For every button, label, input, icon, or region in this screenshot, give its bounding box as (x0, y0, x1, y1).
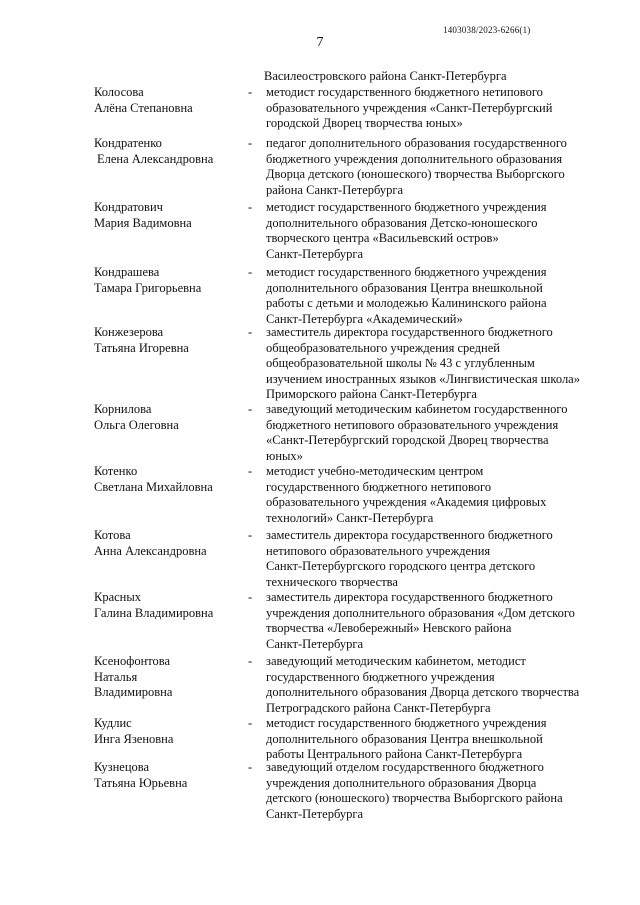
position-description-line: общеобразовательной школы № 43 с углубленным (266, 356, 535, 371)
person-name-line: Татьяна Игоревна (94, 340, 189, 355)
position-description (266, 265, 606, 327)
separator-dash: - (248, 528, 253, 542)
position-description-line: методист учебно-методическим центром (266, 464, 484, 478)
separator-dash: - (248, 402, 253, 416)
position-description-line: технологий» Санкт-Петербурга (266, 510, 434, 525)
page-number: 7 (316, 35, 324, 50)
position-description-line: дополнительного образования Дворца детского творчества (266, 685, 580, 700)
position-description-line: Приморского района Санкт-Петербурга (266, 387, 477, 402)
person-name-line: Алёна Степановна (94, 100, 193, 115)
position-description (266, 654, 606, 716)
position-description-line: заместитель директора государственного бюджетного (266, 528, 553, 542)
position-description-line: учреждения дополнительного образования Дворца (266, 775, 537, 790)
position-description-line: городской Дворец творчества юных» (266, 116, 463, 131)
position-description (266, 716, 606, 763)
position-description-line: Санкт-Петербурга (266, 806, 364, 821)
separator-dash: - (248, 464, 253, 478)
person-name-line: Владимировна (94, 685, 173, 700)
position-description-line: «Санкт-Петербургский городской Дворец творчества (266, 433, 549, 448)
position-description-line: бюджетного учреждения дополнительного образования (266, 151, 563, 166)
person-name (94, 654, 234, 701)
separator-dash: - (248, 716, 253, 730)
position-description-line: творчества «Левобережный» Невского района (266, 621, 512, 636)
person-name-line: Кудлис (94, 716, 132, 730)
position-description-line: творческого центра «Васильевский остров» (266, 231, 499, 246)
position-description (266, 402, 606, 464)
position-description-line: заведующий отделом государственного бюджетного (266, 760, 544, 774)
person-name-line: Колосова (94, 85, 144, 99)
position-description-line: детского (юношеского) творчества Выборгского района (266, 791, 563, 806)
person-name-line: Татьяна Юрьевна (94, 775, 188, 790)
position-description-line: методист государственного бюджетного учреждения (266, 200, 547, 214)
position-description-line: нетипового образовательного учреждения (266, 543, 491, 558)
continuation-line: Василеостровского района Санкт-Петербурга (264, 69, 507, 83)
person-name-line: Кузнецова (94, 760, 150, 774)
position-description (266, 200, 606, 262)
separator-dash: - (248, 265, 253, 279)
position-description-line: дополнительного образования Центра внешкольной (266, 731, 543, 746)
position-description-line: технического творчества (266, 574, 398, 589)
person-name-line: Ольга Олеговна (94, 417, 179, 432)
position-description-line: бюджетного нетипового образовательного учреждения (266, 417, 559, 432)
position-description (266, 85, 606, 132)
position-description-line: юных» (266, 448, 303, 463)
person-name (94, 464, 234, 495)
person-name (94, 136, 234, 167)
person-name-line: Тамара Григорьевна (94, 280, 202, 295)
position-description-line: заведующий методическим кабинетом государственного (266, 402, 568, 416)
position-description-line: Санкт-Петербурга (266, 636, 364, 651)
person-name-line: Галина Владимировна (94, 605, 214, 620)
separator-dash: - (248, 136, 253, 150)
person-name-line: Ксенофонтова (94, 654, 171, 668)
separator-dash: - (248, 325, 253, 339)
position-description-line: заместитель директора государственного бюджетного (266, 325, 553, 339)
position-description (266, 590, 606, 652)
person-name-line: Котенко (94, 464, 138, 478)
person-name (94, 265, 234, 296)
separator-dash: - (248, 200, 253, 214)
position-description-line: учреждения дополнительного образования «Дом детского (266, 605, 575, 620)
person-name (94, 760, 234, 791)
position-description-line: заместитель директора государственного бюджетного (266, 590, 553, 604)
position-description-line: методист государственного бюджетного учреждения (266, 265, 547, 279)
separator-dash: - (248, 654, 253, 668)
position-description-line: методист государственного бюджетного учреждения (266, 716, 547, 730)
person-name (94, 528, 234, 559)
person-name-line: Наталья (94, 669, 138, 684)
document-id: 1403038/2023-6266(1) (443, 25, 531, 35)
position-description (266, 760, 606, 822)
position-description-line: методист государственного бюджетного нетипового (266, 85, 543, 99)
position-description (266, 528, 606, 590)
position-description-line: заведующий методическим кабинетом, методист (266, 654, 526, 668)
position-description-line: Санкт-Петербургского городского центра детского (266, 559, 536, 574)
position-description-line: образовательного учреждения «Академия цифровых (266, 495, 547, 510)
person-name-line: Анна Александровна (94, 543, 207, 558)
separator-dash: - (248, 590, 253, 604)
person-name-line: Кондрашева (94, 265, 160, 279)
position-description-line: дополнительного образования Детско-юношеского (266, 215, 538, 230)
position-description-line: работы Центрального района Санкт-Петербурга (266, 747, 523, 762)
separator-dash: - (248, 760, 253, 774)
position-description-line: общеобразовательного учреждения средней (266, 340, 500, 355)
position-description (266, 136, 606, 198)
person-name (94, 325, 234, 356)
person-name (94, 590, 234, 621)
person-name-line: Светлана Михайловна (94, 479, 213, 494)
position-description-line: района Санкт-Петербурга (266, 182, 404, 197)
person-name-line: Елена Александровна (97, 151, 214, 166)
person-name (94, 402, 234, 433)
person-name-line: Красных (94, 590, 142, 604)
position-description-line: государственного бюджетного учреждения (266, 669, 495, 684)
person-name-line: Инга Язеновна (94, 731, 174, 746)
position-description-line: государственного бюджетного нетипового (266, 479, 492, 494)
position-description-line: дополнительного образования Центра внешкольной (266, 280, 543, 295)
person-name-line: Мария Вадимовна (94, 215, 192, 230)
separator-dash: - (248, 85, 253, 99)
person-name-line: Корнилова (94, 402, 152, 416)
position-description-line: работы с детьми и молодежью Калининского района (266, 296, 547, 311)
position-description-line: Санкт-Петербурга «Академический» (266, 311, 463, 326)
person-name-line: Конжезерова (94, 325, 164, 339)
person-name-line: Котова (94, 528, 131, 542)
position-description-line: Дворца детского (юношеского) творчества Выборгского (266, 167, 565, 182)
person-name-line: Кондратенко (94, 136, 162, 150)
position-description-line: образовательного учреждения «Санкт-Петербургский (266, 100, 553, 115)
person-name (94, 716, 234, 747)
position-description-line: Петроградского района Санкт-Петербурга (266, 700, 491, 715)
position-description (266, 325, 606, 403)
person-name (94, 200, 234, 231)
position-description (266, 464, 606, 526)
position-description-line: изучением иностранных языков «Лингвистическая школа» (266, 371, 580, 386)
position-description-line: Санкт-Петербурга (266, 246, 364, 261)
person-name-line: Кондратович (94, 200, 163, 214)
person-name (94, 85, 234, 116)
position-description-line: педагог дополнительного образования государственного (266, 136, 567, 150)
